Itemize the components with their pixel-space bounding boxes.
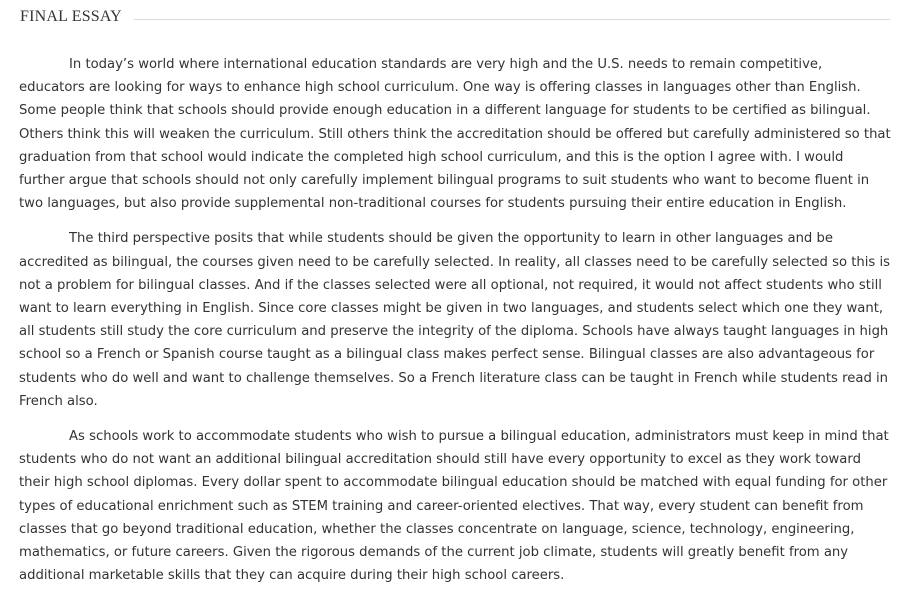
essay-body xyxy=(19,53,891,599)
essay-paragraph: In today’s world where international education standards are very high and the U.S. needs to remain competitive, educators are looking for ways to enhance high school curriculum. One way is offering classes in languages other than English. Some people think that schools should provide enough education in a different language for students to be certified as bilingual. Others think this will weaken the curriculum. Still others think the accreditation should be offered but carefully administered so that graduation from that school would indicate the completed high school curriculum, and this is the option I agree with. I would further argue that schools should not only carefully implement bilingual programs to suit students who want to become fluent in two languages, but also provide supplemental non-traditional courses for students pursuing their entire education in English. xyxy=(19,57,891,212)
page-title: FINAL ESSAY xyxy=(20,8,122,25)
essay-header xyxy=(20,6,890,28)
essay-paragraph: The third perspective posits that while students should be given the opportunity to learn in other languages and be accredited as bilingual, the courses given need to be carefully selected. In reality, all classes need to be carefully selected so this is not a problem for bilingual classes. And if the classes selected were all optional, not required, it would not affect students who still want to learn everything in English. Since core classes might be given in two languages, and students select which one they want, all students still study the core curriculum and preserve the integrity of the diploma. Schools have always taught languages in high school so a French or Spanish course taught as a bilingual class makes perfect sense. Bilingual classes are also advantageous for students who do well and want to challenge themselves. So a French literature class can be taught in French while students read in French also. xyxy=(19,231,891,409)
essay-paragraph: As schools work to accommodate students who wish to pursue a bilingual education, administrators must keep in mind that students who do not want an additional bilingual accreditation should still have every opportunity to excel as they work toward their high school diplomas. Every dollar spent to accommodate bilingual education should be matched with equal funding for other types of educational enrichment such as STEM training and career-oriented electives. That way, every student can benefit from classes that go beyond traditional education, whether the classes concentrate on language, science, technology, engineering, mathematics, or future careers. Given the rigorous demands of the current job climate, students will greatly benefit from any additional marketable skills that they can acquire during their high school careers. xyxy=(19,429,889,584)
header-divider xyxy=(134,19,890,20)
